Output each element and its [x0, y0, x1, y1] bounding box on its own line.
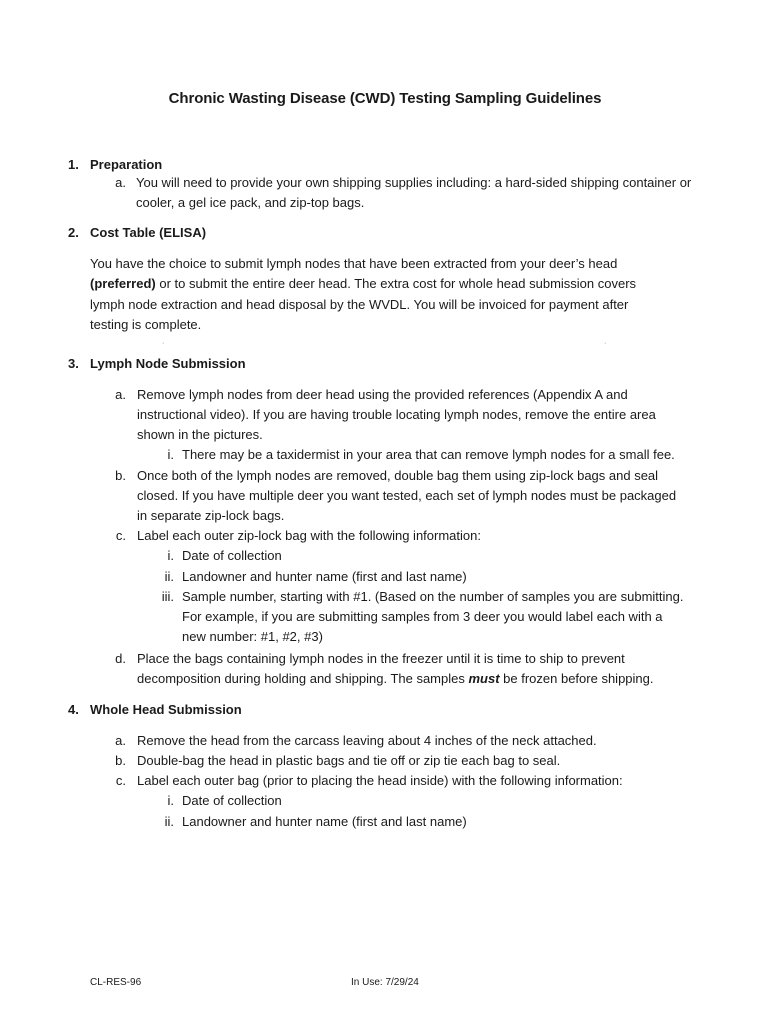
list-marker: b. — [115, 468, 126, 483]
section-number: 3. — [68, 356, 79, 371]
list-item — [115, 731, 597, 751]
list-text-line: Place the bags containing lymph nodes in the freezer until it is time to ship to prevent — [137, 651, 625, 666]
list-text-line: For example, if you are submitting samples from 3 deer you would label each with a — [182, 609, 663, 624]
list-text-line: new number: #1, #2, #3) — [182, 629, 323, 644]
page-title: Chronic Wasting Disease (CWD) Testing Sampling Guidelines — [168, 90, 602, 107]
section-title: Lymph Node Submission — [90, 356, 246, 371]
list-text-line: You will need to provide your own shipping supplies including: a hard-sided shipping container or — [136, 175, 692, 190]
paragraph-line: testing is complete. — [90, 316, 202, 332]
list-text-line: cooler, a gel ice pack, and zip-top bags. — [136, 195, 365, 210]
list-marker: iii. — [161, 589, 174, 604]
sub-list-item — [161, 587, 684, 647]
list-text-line: Landowner and hunter name (first and last name) — [182, 814, 467, 829]
stray-mark: · — [162, 340, 165, 347]
section-title: Preparation — [90, 157, 163, 172]
list-marker: i. — [167, 548, 174, 563]
section-1-heading — [68, 156, 162, 174]
list-item — [115, 526, 481, 546]
paragraph-line: (preferred) or to submit the entire deer head. The extra cost for whole head submission covers — [90, 276, 637, 292]
stray-mark: · — [604, 340, 607, 347]
list-text-line: in separate zip-lock bags. — [137, 508, 285, 523]
sub-list-item — [164, 812, 467, 832]
section-2-heading — [68, 224, 206, 242]
list-marker: b. — [115, 753, 126, 768]
list-text-line: Landowner and hunter name (first and last name) — [182, 569, 467, 584]
list-marker: c. — [115, 528, 126, 543]
section-number: 4. — [68, 702, 79, 717]
list-marker: c. — [115, 773, 126, 788]
list-item — [115, 385, 656, 445]
list-text-line: Once both of the lymph nodes are removed, double bag them using zip-lock bags and seal — [137, 468, 659, 483]
footer-in-use-date: In Use: 7/29/24 — [351, 977, 419, 988]
footer-form-code: CL-RES-96 — [90, 977, 142, 988]
sub-list-item — [167, 546, 282, 566]
list-text-line: closed. If you have multiple deer you want tested, each set of lymph nodes must be packaged — [137, 488, 677, 503]
list-text-line: shown in the pictures. — [137, 427, 263, 442]
list-marker: a. — [115, 733, 126, 748]
list-text-line: decomposition during holding and shipping. The samples must be frozen before shipping. — [137, 671, 654, 686]
list-marker: a. — [115, 175, 126, 190]
list-text-line: Sample number, starting with #1. (Based on the number of samples you are submitting. — [182, 589, 684, 604]
list-text-line: Double-bag the head in plastic bags and tie off or zip tie each bag to seal. — [137, 753, 561, 768]
section-number: 1. — [68, 157, 79, 172]
list-marker: i. — [167, 447, 174, 462]
list-text-line: Remove the head from the carcass leaving about 4 inches of the neck attached. — [137, 733, 597, 748]
list-text-line: instructional video). If you are having trouble locating lymph nodes, remove the entire area — [137, 407, 656, 422]
paragraph-line: You have the choice to submit lymph nodes that have been extracted from your deer’s head — [90, 256, 618, 271]
preferred-emphasis: (preferred) — [90, 276, 156, 292]
list-marker: i. — [167, 793, 174, 808]
list-item — [115, 751, 561, 771]
list-marker: ii. — [164, 569, 174, 584]
paragraph-line: lymph node extraction and head disposal by the WVDL. You will be invoiced for payment after — [90, 296, 629, 312]
cost-paragraph — [90, 254, 690, 335]
list-text-line: Remove lymph nodes from deer head using the provided references (Appendix A and — [137, 387, 628, 402]
list-text-line: Label each outer bag (prior to placing the head inside) with the following information: — [137, 773, 623, 788]
list-item — [115, 466, 677, 526]
must-emphasis: must — [468, 671, 500, 686]
list-marker: d. — [115, 651, 126, 666]
section-title: Whole Head Submission — [90, 702, 242, 717]
list-text-line: Date of collection — [182, 793, 282, 808]
section-3-heading — [68, 355, 246, 373]
sub-list-item — [167, 791, 282, 811]
sub-list-item — [164, 567, 467, 587]
list-item — [115, 649, 654, 689]
list-item — [115, 771, 623, 791]
list-marker: ii. — [164, 814, 174, 829]
list-text-line: There may be a taxidermist in your area that can remove lymph nodes for a small fee. — [182, 447, 675, 462]
section-title: Cost Table (ELISA) — [90, 225, 207, 240]
list-text-line: Label each outer zip-lock bag with the following information: — [137, 528, 481, 543]
sub-list-item — [167, 445, 675, 465]
list-text-line: Date of collection — [182, 548, 282, 563]
section-4-heading — [68, 701, 242, 719]
list-marker: a. — [115, 387, 126, 402]
section-number: 2. — [68, 225, 79, 240]
list-item — [115, 173, 692, 213]
